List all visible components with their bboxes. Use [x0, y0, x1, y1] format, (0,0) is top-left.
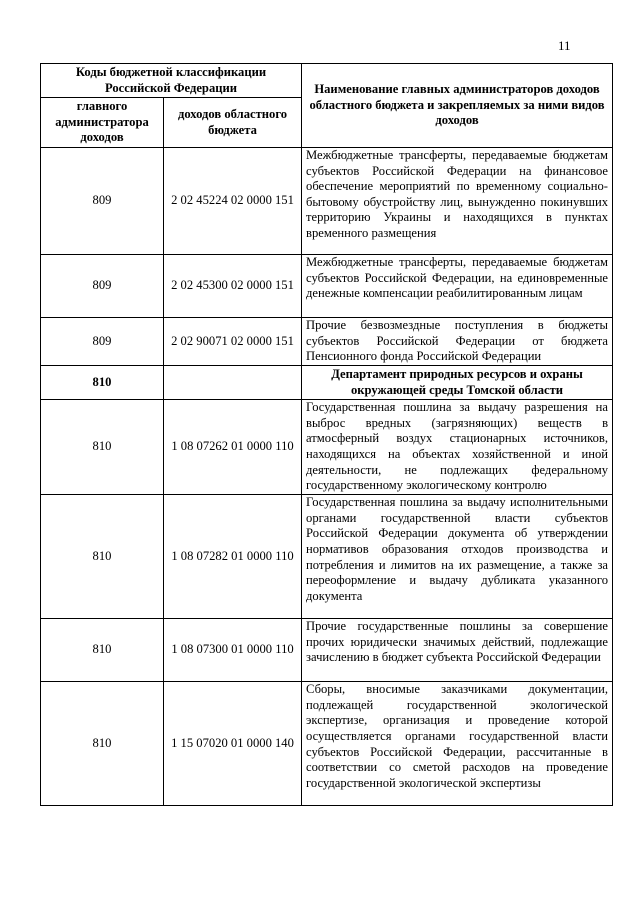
admin-code-cell: 810 — [41, 619, 164, 682]
table-header-row — [41, 64, 613, 98]
header-admin-column: главного администратора доходов — [41, 98, 164, 148]
income-code-cell: 1 15 07020 01 0000 140 — [164, 682, 302, 806]
income-name-cell: Государственная пошлина за выдачу исполнительными органами государственной власти субъектов Российской Федерации документа об утверждении нормативов образования отходов производства и потребления и лимитов на их размещение, а также за переоформление и выдачу дубликата указанного документа — [302, 495, 613, 619]
admin-code-cell: 809 — [41, 317, 164, 365]
admin-code-cell: 809 — [41, 254, 164, 317]
page-number: 11 — [558, 38, 571, 53]
income-name-cell: Межбюджетные трансферты, передаваемые бюджетам субъектов Российской Федерации на финансовое обеспечение мероприятий по временному социально-бытовому обустройству лиц, вынужденно покинувших территорию Украины и находящихся в пунктах временного размещения — [302, 147, 613, 254]
income-code-cell: 1 08 07262 01 0000 110 — [164, 400, 302, 495]
table-row-department — [41, 365, 613, 399]
income-name-cell: Сборы, вносимые заказчиками документации, подлежащей государственной экологической экспертизе, организация и проведение которой осуществляется органами государственной власти субъектов Российской Федерации, рассчитанные в соответствии со сметой расходов на проведение государственной экологической экспертизы — [302, 682, 613, 806]
income-code-cell: 2 02 90071 02 0000 151 — [164, 317, 302, 365]
income-code-cell: 2 02 45224 02 0000 151 — [164, 147, 302, 254]
admin-code-cell: 810 — [41, 682, 164, 806]
admin-code-cell: 809 — [41, 147, 164, 254]
income-name-cell: Прочие безвозмездные поступления в бюджеты субъектов Российской Федерации от бюджета Пенсионного фонда Российской Федерации — [302, 317, 613, 365]
table-row — [41, 317, 613, 365]
header-income-column: доходов областного бюджета — [164, 98, 302, 148]
header-name-column: Наименование главных администраторов доходов областного бюджета и закрепляемых за ними видов доходов — [302, 64, 613, 148]
income-code-cell: 1 08 07300 01 0000 110 — [164, 619, 302, 682]
table-row — [41, 254, 613, 317]
income-name-cell: Государственная пошлина за выдачу разрешения на выброс вредных (загрязняющих) веществ в атмосферный воздух стационарных источников, находящихся на объектах хозяйственной и иной деятельности, не подлежащих федеральному государственному экологическому контролю — [302, 400, 613, 495]
admin-code-cell: 810 — [41, 365, 164, 399]
income-name-cell: Прочие государственные пошлины за совершение прочих юридически значимых действий, подлежащие зачислению в бюджет субъекта Российской Федерации — [302, 619, 613, 682]
header-codes-group: Коды бюджетной классификации Российской Федерации — [41, 64, 302, 98]
table-row — [41, 147, 613, 254]
department-name-cell: Департамент природных ресурсов и охраны окружающей среды Томской области — [302, 365, 613, 399]
admin-code-cell: 810 — [41, 400, 164, 495]
table-row — [41, 619, 613, 682]
table-row — [41, 400, 613, 495]
income-name-cell: Межбюджетные трансферты, передаваемые бюджетам субъектов Российской Федерации, на единовременные денежные компенсации реабилитированным лицам — [302, 254, 613, 317]
budget-classification-table — [40, 63, 613, 806]
table-row — [41, 682, 613, 806]
admin-code-cell: 810 — [41, 495, 164, 619]
table-row — [41, 495, 613, 619]
income-code-cell: 1 08 07282 01 0000 110 — [164, 495, 302, 619]
income-code-cell — [164, 365, 302, 399]
income-code-cell: 2 02 45300 02 0000 151 — [164, 254, 302, 317]
